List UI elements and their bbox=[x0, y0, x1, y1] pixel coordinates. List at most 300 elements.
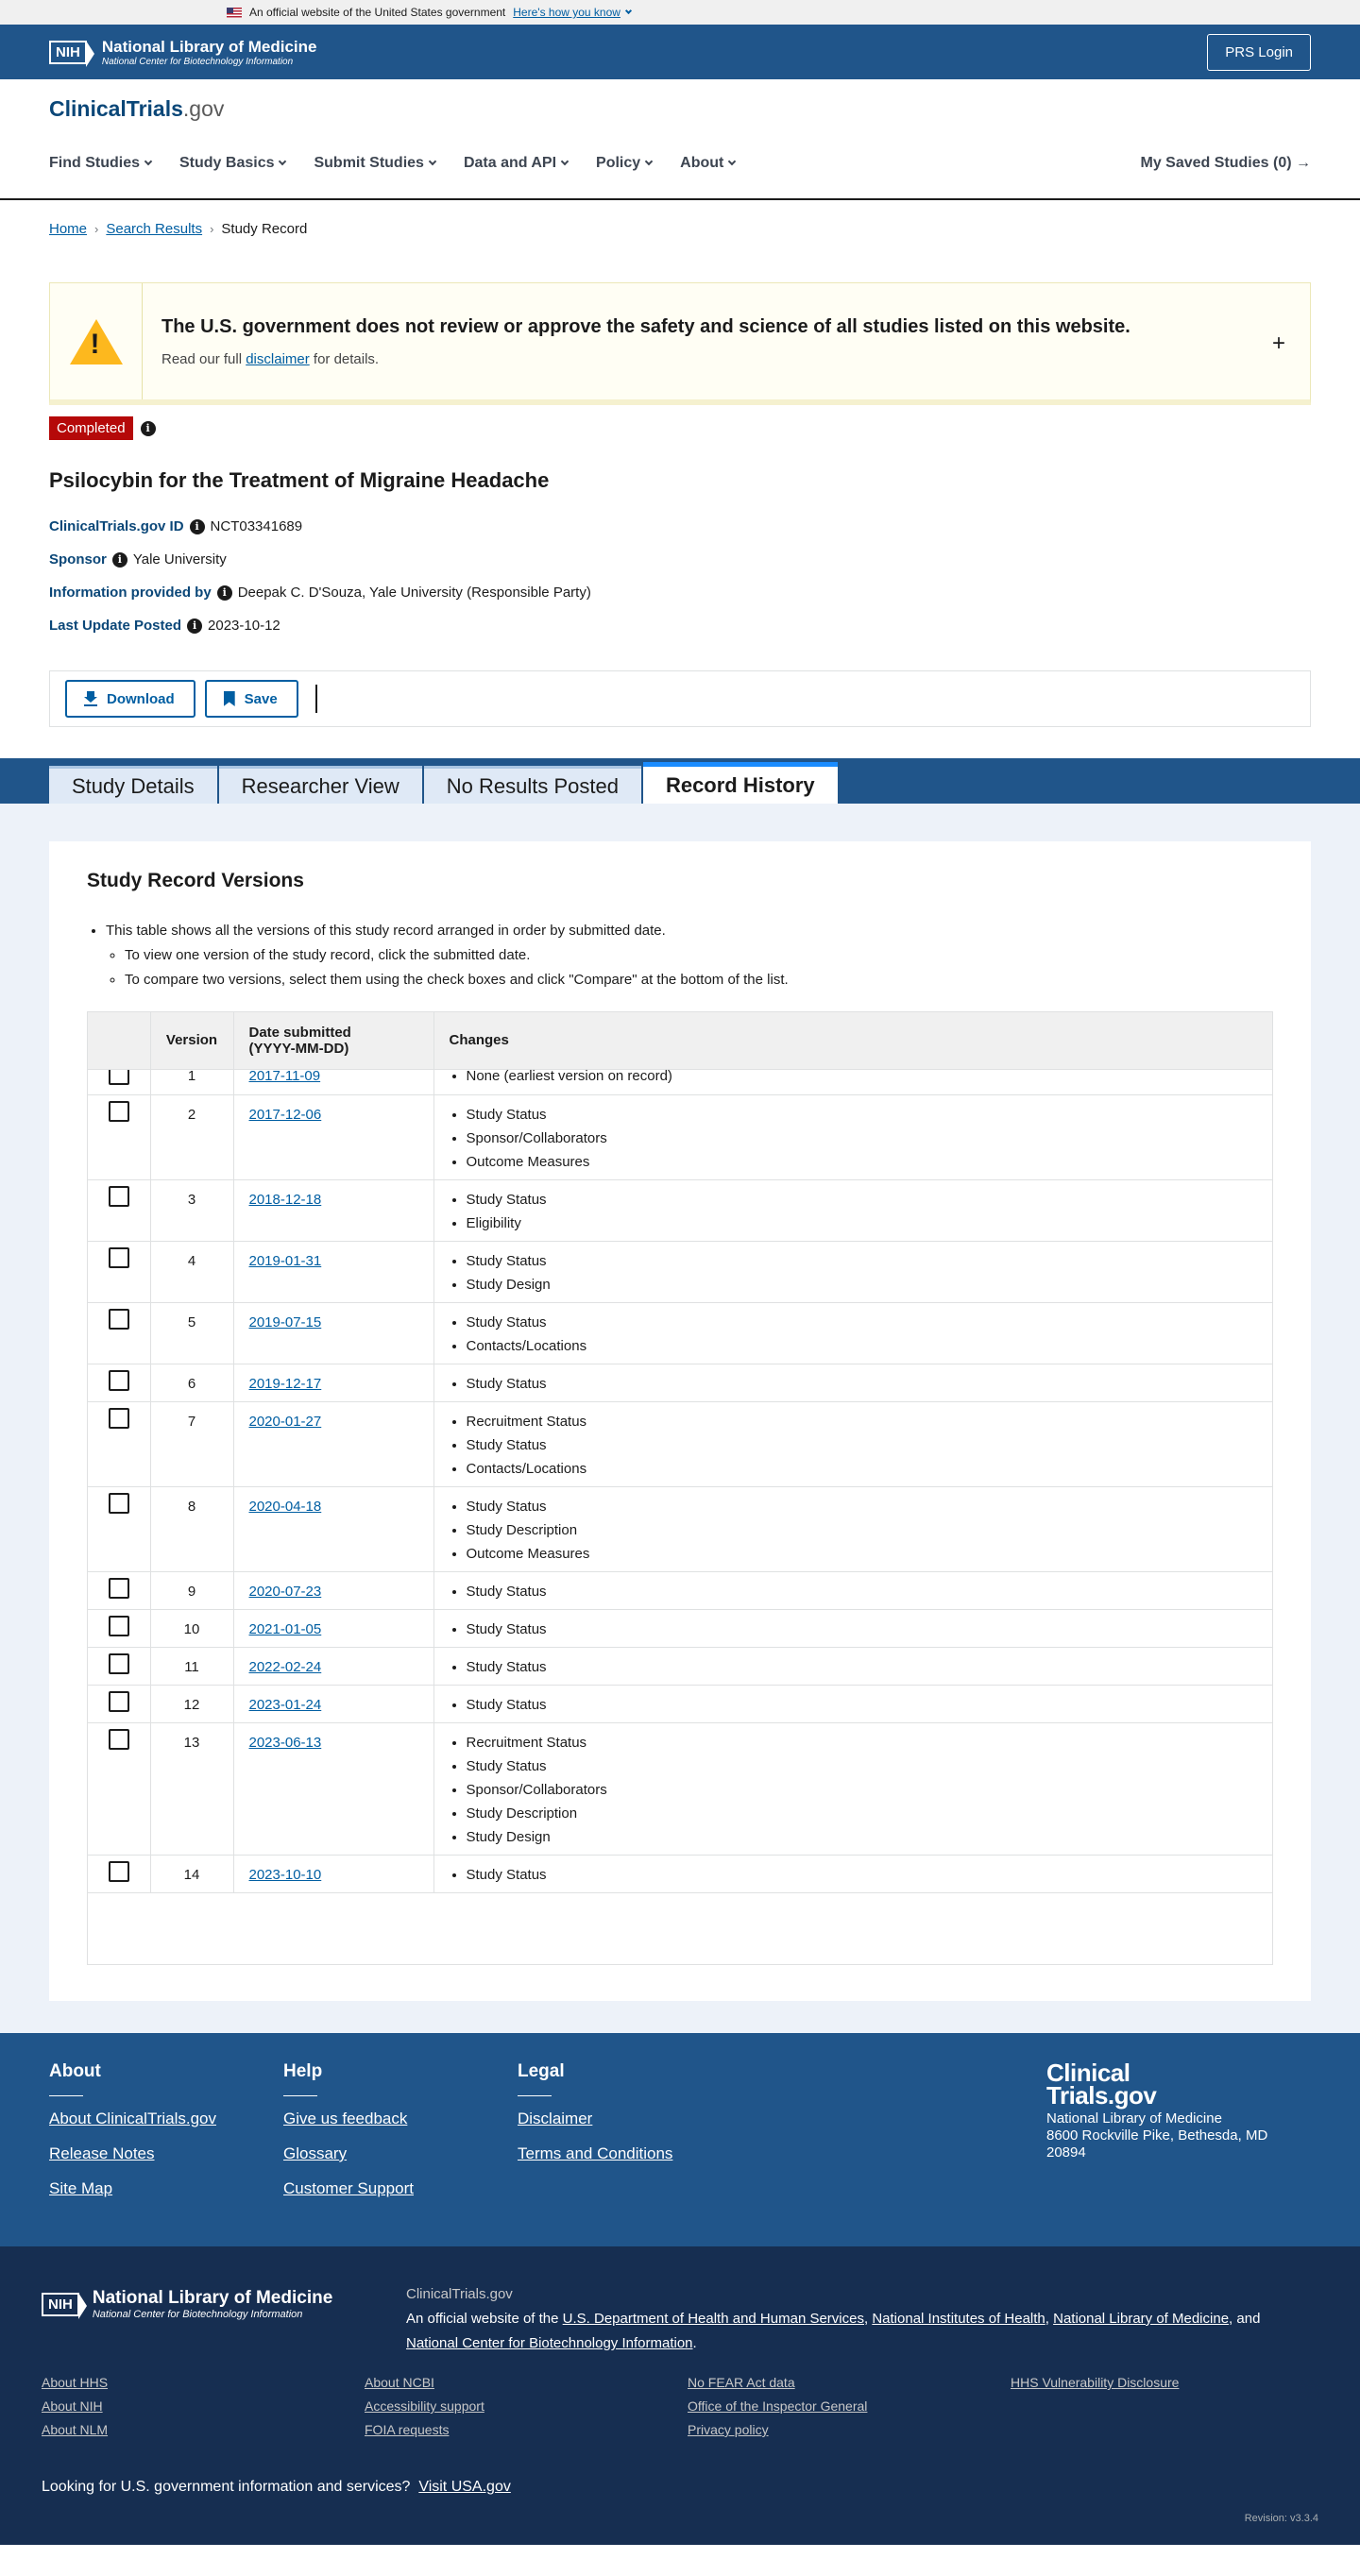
nih-header bbox=[0, 25, 1360, 79]
version-date-link[interactable]: 2019-07-15 bbox=[248, 1313, 322, 1330]
footer-site-name: ClinicalTrials.gov bbox=[406, 2286, 513, 2302]
nav-study-basics[interactable] bbox=[179, 155, 285, 172]
table-row bbox=[88, 1855, 1272, 1892]
changes-list bbox=[467, 1495, 1258, 1566]
ncbi-subtitle: National Center for Biotechnology Information bbox=[101, 56, 294, 67]
table-row bbox=[88, 1401, 1272, 1486]
disclaimer-alert bbox=[49, 282, 1311, 405]
meta-last-update bbox=[49, 609, 1311, 642]
version-checkbox[interactable] bbox=[109, 1861, 129, 1882]
change-item: • Study Status bbox=[467, 1618, 1258, 1641]
version-number: 3 bbox=[187, 1191, 196, 1208]
change-item: • Study Status bbox=[467, 1655, 1258, 1679]
info-icon[interactable]: i bbox=[217, 585, 232, 601]
version-number: 8 bbox=[187, 1498, 196, 1515]
nih-badge: NIH bbox=[42, 2293, 79, 2316]
version-cell bbox=[150, 1401, 233, 1486]
version-number: 10 bbox=[183, 1620, 200, 1637]
table-row bbox=[88, 1722, 1272, 1855]
tab-record-history[interactable]: Record History bbox=[643, 762, 838, 804]
version-number: 2 bbox=[187, 1106, 196, 1123]
nav-about[interactable] bbox=[680, 155, 735, 172]
footer-link[interactable]: About NLM bbox=[42, 2422, 109, 2437]
version-checkbox[interactable] bbox=[109, 1069, 129, 1085]
meta-label: ClinicalTrials.gov ID bbox=[49, 518, 184, 534]
footer-link[interactable]: HHS Vulnerability Disclosure bbox=[1011, 2375, 1180, 2390]
arrow-right-icon: → bbox=[1296, 155, 1311, 171]
changes-cell bbox=[434, 1069, 1272, 1094]
changes-cell bbox=[434, 1179, 1272, 1241]
select-cell bbox=[88, 1722, 150, 1855]
select-cell bbox=[88, 1302, 150, 1364]
table-row bbox=[88, 1685, 1272, 1722]
tab-researcher-view[interactable]: Researcher View bbox=[219, 766, 422, 804]
table-header-row bbox=[88, 1012, 1272, 1069]
change-item: • None (earliest version on record) bbox=[467, 1069, 1258, 1088]
col-date bbox=[233, 1012, 434, 1069]
nav-policy[interactable] bbox=[596, 155, 652, 172]
version-number: 6 bbox=[187, 1375, 196, 1392]
version-date-link[interactable]: 2020-04-18 bbox=[248, 1498, 322, 1515]
change-item: • Contacts/Locations bbox=[467, 1457, 1258, 1481]
footer-help-col bbox=[283, 2061, 414, 2214]
table-row bbox=[88, 1486, 1272, 1571]
divider bbox=[49, 2095, 83, 2096]
logo-suffix: .gov bbox=[182, 96, 225, 121]
tab-study-details[interactable]: Study Details bbox=[49, 766, 217, 804]
version-number: 14 bbox=[183, 1866, 200, 1883]
nlm-logo[interactable] bbox=[49, 38, 317, 67]
heres-how-you-know-link[interactable]: Here's how you know bbox=[513, 6, 620, 19]
chevron-down-icon bbox=[645, 158, 653, 165]
footer-help-title: Help bbox=[283, 2061, 323, 2081]
address-line: 20894 bbox=[1046, 2144, 1086, 2161]
breadcrumb-search-results[interactable]: Search Results bbox=[106, 221, 203, 237]
footer-link[interactable]: Glossary bbox=[283, 2144, 348, 2162]
version-checkbox[interactable] bbox=[109, 1616, 129, 1636]
chevron-down-icon bbox=[625, 7, 632, 13]
footer-bottom-links bbox=[42, 2375, 1334, 2437]
nav-label: Study Basics bbox=[179, 155, 275, 171]
table-row bbox=[88, 1609, 1272, 1647]
footer-link[interactable]: Terms and Conditions bbox=[518, 2144, 673, 2162]
version-checkbox[interactable] bbox=[109, 1729, 129, 1750]
col-date-line2: (YYYY-MM-DD) bbox=[248, 1040, 349, 1057]
save-label: Save bbox=[244, 690, 278, 707]
nlm-title: National Library of Medicine bbox=[92, 2288, 333, 2308]
select-cell bbox=[88, 1094, 150, 1179]
changes-cell bbox=[434, 1855, 1272, 1892]
changes-list bbox=[467, 1249, 1258, 1296]
date-cell bbox=[233, 1401, 434, 1486]
nlm-link[interactable]: National Library of Medicine bbox=[1053, 2311, 1230, 2327]
divider bbox=[315, 685, 317, 713]
change-item: • Recruitment Status bbox=[467, 1410, 1258, 1433]
changes-list bbox=[467, 1693, 1258, 1717]
select-cell bbox=[88, 1486, 150, 1571]
footer bbox=[0, 2033, 1360, 2246]
changes-list bbox=[467, 1731, 1258, 1849]
version-date-link[interactable]: 2019-12-17 bbox=[248, 1375, 322, 1392]
version-date-link[interactable]: 2023-01-24 bbox=[248, 1696, 322, 1713]
version-cell bbox=[150, 1486, 233, 1571]
version-cell bbox=[150, 1647, 233, 1685]
version-date-link[interactable]: 2020-07-23 bbox=[248, 1583, 322, 1600]
footer-link[interactable]: Give us feedback bbox=[283, 2110, 408, 2127]
download-button[interactable] bbox=[65, 680, 196, 718]
date-cell bbox=[233, 1241, 434, 1302]
change-item: • Sponsor/Collaborators bbox=[467, 1127, 1258, 1150]
date-cell bbox=[233, 1069, 434, 1094]
version-cell bbox=[150, 1179, 233, 1241]
changes-cell bbox=[434, 1364, 1272, 1401]
version-checkbox[interactable] bbox=[109, 1186, 129, 1207]
table-row bbox=[88, 1069, 1272, 1094]
changes-list bbox=[467, 1103, 1258, 1174]
usa-prefix: Looking for U.S. government information and services? bbox=[42, 2479, 411, 2495]
changes-list bbox=[467, 1580, 1258, 1603]
version-date-link[interactable]: 2023-06-13 bbox=[248, 1734, 322, 1751]
versions-intro bbox=[106, 919, 1273, 992]
prs-login-button[interactable]: PRS Login bbox=[1207, 34, 1311, 71]
versions-body bbox=[88, 1069, 1272, 1964]
changes-cell bbox=[434, 1609, 1272, 1647]
study-title: Psilocybin for the Treatment of Migraine Headache bbox=[49, 468, 550, 492]
select-cell bbox=[88, 1855, 150, 1892]
chevron-down-icon bbox=[561, 158, 569, 165]
change-item: • Study Status bbox=[467, 1103, 1258, 1127]
hhs-link[interactable]: U.S. Department of Health and Human Services bbox=[562, 2311, 864, 2327]
select-cell bbox=[88, 1609, 150, 1647]
save-button[interactable] bbox=[205, 680, 298, 718]
table-row bbox=[88, 1241, 1272, 1302]
change-item: • Study Description bbox=[467, 1518, 1258, 1542]
footer-link[interactable]: About NCBI bbox=[365, 2375, 434, 2390]
divider bbox=[283, 2095, 317, 2096]
version-checkbox[interactable] bbox=[109, 1370, 129, 1391]
table-row bbox=[88, 1571, 1272, 1609]
record-history-section bbox=[0, 804, 1360, 2033]
changes-cell bbox=[434, 1302, 1272, 1364]
change-item: • Study Design bbox=[467, 1825, 1258, 1849]
gov-banner bbox=[0, 0, 1360, 25]
change-item: • Outcome Measures bbox=[467, 1542, 1258, 1566]
version-cell bbox=[150, 1571, 233, 1609]
date-cell bbox=[233, 1722, 434, 1855]
version-date-link[interactable]: 2019-01-31 bbox=[248, 1252, 322, 1269]
footer-brand bbox=[1046, 2061, 1267, 2161]
info-icon[interactable]: i bbox=[187, 619, 202, 634]
usa-gov-line bbox=[42, 2479, 511, 2496]
version-cell bbox=[150, 1609, 233, 1647]
info-icon[interactable]: i bbox=[112, 552, 128, 568]
warning-icon bbox=[70, 319, 123, 364]
disclaimer-suffix: for details. bbox=[309, 350, 380, 367]
nav-submit-studies[interactable] bbox=[314, 155, 434, 172]
footer-legal-col bbox=[518, 2061, 672, 2179]
version-number: 9 bbox=[187, 1583, 196, 1600]
versions-heading: Study Record Versions bbox=[87, 870, 304, 891]
version-cell bbox=[150, 1722, 233, 1855]
version-checkbox[interactable] bbox=[109, 1691, 129, 1712]
version-number: 4 bbox=[187, 1252, 196, 1269]
version-checkbox[interactable] bbox=[109, 1653, 129, 1674]
changes-list bbox=[467, 1069, 1258, 1088]
version-checkbox[interactable] bbox=[109, 1493, 129, 1514]
versions-panel bbox=[49, 841, 1311, 2001]
change-item: • Study Status bbox=[467, 1188, 1258, 1212]
intro-text: This table shows all the versions of this study record arranged in order by submitted date. bbox=[106, 923, 666, 939]
select-cell bbox=[88, 1685, 150, 1722]
meta-info-provided-by bbox=[49, 576, 1311, 609]
changes-list bbox=[467, 1655, 1258, 1679]
version-number: 1 bbox=[187, 1069, 196, 1084]
footer-link[interactable]: Release Notes bbox=[49, 2144, 155, 2162]
changes-list bbox=[467, 1311, 1258, 1358]
version-cell bbox=[150, 1685, 233, 1722]
main-nav bbox=[49, 155, 1311, 172]
status-row bbox=[0, 405, 1360, 440]
footer-link[interactable]: Customer Support bbox=[283, 2179, 414, 2197]
changes-list bbox=[467, 1863, 1258, 1887]
versions-table bbox=[87, 1011, 1273, 1965]
table-row bbox=[88, 1094, 1272, 1179]
version-number: 12 bbox=[183, 1696, 200, 1713]
spacer-cell bbox=[88, 1892, 1272, 1964]
footer-about-col bbox=[49, 2061, 216, 2214]
changes-cell bbox=[434, 1722, 1272, 1855]
version-cell bbox=[150, 1302, 233, 1364]
change-item: • Recruitment Status bbox=[467, 1731, 1258, 1754]
ncbi-subtitle: National Center for Biotechnology Information bbox=[92, 2309, 303, 2320]
breadcrumb-home[interactable]: Home bbox=[49, 221, 88, 237]
meta-label: Last Update Posted bbox=[49, 618, 182, 634]
nlm-title: National Library of Medicine bbox=[101, 37, 317, 56]
footer-legal-title: Legal bbox=[518, 2061, 565, 2081]
version-number: 5 bbox=[187, 1313, 196, 1330]
date-cell bbox=[233, 1302, 434, 1364]
warning-cell bbox=[50, 283, 143, 399]
logo-main: ClinicalTrials bbox=[49, 96, 183, 121]
change-item: • Sponsor/Collaborators bbox=[467, 1778, 1258, 1802]
version-checkbox[interactable] bbox=[109, 1101, 129, 1122]
change-item: • Study Status bbox=[467, 1249, 1258, 1273]
nih-link[interactable]: National Institutes of Health bbox=[872, 2311, 1046, 2327]
nav-find-studies[interactable] bbox=[49, 155, 151, 172]
change-item: • Contacts/Locations bbox=[467, 1334, 1258, 1358]
version-checkbox[interactable] bbox=[109, 1309, 129, 1330]
disclaimer-prefix: Read our full bbox=[162, 350, 246, 367]
table-spacer-row bbox=[88, 1892, 1272, 1964]
address-line: 8600 Rockville Pike, Bethesda, MD bbox=[1046, 2127, 1268, 2144]
chevron-right-icon: › bbox=[210, 222, 214, 236]
chevron-down-icon bbox=[144, 158, 152, 165]
tab-no-results-posted[interactable]: No Results Posted bbox=[424, 766, 641, 804]
download-label: Download bbox=[107, 690, 175, 707]
and-text: and bbox=[1236, 2311, 1261, 2327]
change-item: • Study Status bbox=[467, 1580, 1258, 1603]
changes-cell bbox=[434, 1401, 1272, 1486]
select-cell bbox=[88, 1069, 150, 1094]
version-checkbox[interactable] bbox=[109, 1408, 129, 1429]
official-website-text: ClinicalTrials.gov An official website of the U.S. Department of Health and Human Services, National Institutes of Health, National Library of Medicine, and National Center for Biotechnology Information. bbox=[406, 2282, 1284, 2356]
meta-value: NCT03341689 bbox=[210, 518, 303, 534]
date-cell bbox=[233, 1609, 434, 1647]
version-date-link[interactable]: 2017-11-09 bbox=[248, 1069, 321, 1084]
footer-link[interactable]: Accessibility support bbox=[365, 2398, 484, 2414]
revision-text: Revision: v3.3.4 bbox=[1244, 2513, 1318, 2524]
changes-cell bbox=[434, 1486, 1272, 1571]
breadcrumb-current: Study Record bbox=[221, 221, 308, 237]
table-row bbox=[88, 1647, 1272, 1685]
nav-label: About bbox=[680, 155, 724, 171]
select-cell bbox=[88, 1241, 150, 1302]
version-date-link[interactable]: 2020-01-27 bbox=[248, 1413, 322, 1430]
changes-cell bbox=[434, 1571, 1272, 1609]
table-row bbox=[88, 1302, 1272, 1364]
changes-cell bbox=[434, 1241, 1272, 1302]
meta-label: Sponsor bbox=[49, 551, 107, 568]
site-header bbox=[0, 79, 1360, 200]
date-cell bbox=[233, 1486, 434, 1571]
address-line: National Library of Medicine bbox=[1046, 2110, 1222, 2127]
change-item: • Outcome Measures bbox=[467, 1150, 1258, 1174]
date-cell bbox=[233, 1094, 434, 1179]
footer-link[interactable]: Office of the Inspector General bbox=[688, 2398, 868, 2414]
version-cell bbox=[150, 1855, 233, 1892]
intro-item bbox=[106, 919, 1273, 992]
col-changes: Changes bbox=[434, 1012, 1272, 1069]
version-cell bbox=[150, 1094, 233, 1179]
brand-line2: Trials.gov bbox=[1046, 2081, 1157, 2110]
version-number: 11 bbox=[184, 1658, 199, 1675]
version-date-link[interactable]: 2017-12-06 bbox=[248, 1106, 322, 1123]
ncbi-link[interactable]: National Center for Biotechnology Information bbox=[406, 2335, 693, 2351]
version-number: 7 bbox=[187, 1413, 196, 1430]
disclaimer-text bbox=[162, 351, 1130, 367]
my-saved-studies-link[interactable] bbox=[1141, 155, 1312, 172]
brand-line1: Clinical bbox=[1046, 2059, 1130, 2087]
select-cell bbox=[88, 1571, 150, 1609]
footer-ct-logo[interactable] bbox=[1046, 2059, 1267, 2110]
nav-label: Find Studies bbox=[49, 155, 140, 171]
chevron-down-icon bbox=[728, 158, 736, 165]
footer-bottom bbox=[0, 2246, 1360, 2545]
change-item: • Study Description bbox=[467, 1802, 1258, 1825]
version-date-link[interactable]: 2018-12-18 bbox=[248, 1191, 322, 1208]
table-row bbox=[88, 1179, 1272, 1241]
date-cell bbox=[233, 1647, 434, 1685]
footer-about-title: About bbox=[49, 2061, 101, 2081]
footer-link[interactable]: About HHS bbox=[42, 2375, 109, 2390]
changes-list bbox=[467, 1188, 1258, 1235]
date-cell bbox=[233, 1179, 434, 1241]
changes-cell bbox=[434, 1647, 1272, 1685]
version-date-link[interactable]: 2022-02-24 bbox=[248, 1658, 322, 1675]
change-item: • Study Status bbox=[467, 1372, 1258, 1396]
change-item: • Study Status bbox=[467, 1495, 1258, 1518]
breadcrumb bbox=[0, 200, 1360, 237]
meta-value: Yale University bbox=[132, 551, 227, 568]
official-prefix: An official website of the bbox=[406, 2311, 563, 2327]
nav-data-and-api[interactable] bbox=[464, 155, 568, 172]
changes-list bbox=[467, 1410, 1258, 1481]
changes-list bbox=[467, 1618, 1258, 1641]
change-item: • Study Status bbox=[467, 1693, 1258, 1717]
footer-link[interactable]: Site Map bbox=[49, 2179, 113, 2197]
study-meta bbox=[0, 493, 1360, 642]
meta-nct-id bbox=[49, 510, 1311, 543]
footer-empty bbox=[1011, 2398, 1334, 2414]
change-item: • Study Status bbox=[467, 1311, 1258, 1334]
footer-link[interactable]: Privacy policy bbox=[688, 2422, 769, 2437]
select-cell bbox=[88, 1401, 150, 1486]
bookmark-icon bbox=[224, 691, 235, 706]
change-item: • Study Design bbox=[467, 1273, 1258, 1296]
expand-plus-icon[interactable]: + bbox=[1271, 330, 1285, 356]
select-cell bbox=[88, 1179, 150, 1241]
change-item: • Eligibility bbox=[467, 1212, 1258, 1235]
changes-cell bbox=[434, 1685, 1272, 1722]
footer-link[interactable]: About ClinicalTrials.gov bbox=[49, 2110, 216, 2127]
footer-address bbox=[1046, 2110, 1267, 2161]
nih-badge: NIH bbox=[49, 41, 87, 64]
intro-sub-item: ◦ To compare two versions, select them using the check boxes and click "Compare" at the bottom of the list. bbox=[125, 968, 1273, 992]
meta-value: 2023-10-12 bbox=[208, 618, 280, 634]
change-item: • Study Status bbox=[467, 1863, 1258, 1887]
intro-sub-item: ◦ To view one version of the study record, click the submitted date. bbox=[125, 943, 1273, 968]
footer-link[interactable]: About NIH bbox=[42, 2398, 103, 2414]
divider bbox=[518, 2095, 552, 2096]
info-icon[interactable]: i bbox=[190, 519, 205, 534]
visit-usa-gov-link[interactable]: Visit USA.gov bbox=[418, 2479, 511, 2495]
saved-label: My Saved Studies (0) bbox=[1140, 155, 1292, 171]
study-actions bbox=[49, 670, 1311, 727]
version-date-link[interactable]: 2021-01-05 bbox=[248, 1620, 322, 1637]
info-icon[interactable]: i bbox=[141, 421, 156, 436]
us-flag-icon bbox=[227, 8, 242, 18]
gov-banner-text: An official website of the United States government bbox=[249, 6, 506, 19]
chevron-right-icon: › bbox=[94, 222, 99, 236]
version-checkbox[interactable] bbox=[109, 1578, 129, 1599]
col-select bbox=[88, 1012, 150, 1069]
footer-link[interactable]: FOIA requests bbox=[365, 2422, 450, 2437]
clinicaltrials-logo[interactable] bbox=[49, 96, 224, 122]
version-cell bbox=[150, 1364, 233, 1401]
disclaimer-link[interactable]: disclaimer bbox=[246, 350, 310, 367]
chevron-down-icon bbox=[279, 158, 286, 165]
nav-label: Submit Studies bbox=[314, 155, 424, 171]
date-cell bbox=[233, 1571, 434, 1609]
download-icon bbox=[84, 691, 97, 706]
select-cell bbox=[88, 1364, 150, 1401]
version-cell bbox=[150, 1241, 233, 1302]
version-cell bbox=[150, 1069, 233, 1094]
version-date-link[interactable]: 2023-10-10 bbox=[248, 1866, 322, 1883]
footer-link[interactable]: No FEAR Act data bbox=[688, 2375, 795, 2390]
meta-sponsor bbox=[49, 543, 1311, 576]
date-cell bbox=[233, 1685, 434, 1722]
col-version: Version bbox=[150, 1012, 233, 1069]
footer-nlm-logo[interactable] bbox=[42, 2288, 332, 2320]
meta-label: Information provided by bbox=[49, 585, 212, 601]
disclaimer-title: The U.S. government does not review or approve the safety and science of all studies listed on this website. bbox=[162, 315, 1130, 337]
date-cell bbox=[233, 1364, 434, 1401]
footer-link[interactable]: Disclaimer bbox=[518, 2110, 593, 2127]
version-checkbox[interactable] bbox=[109, 1247, 129, 1268]
changes-cell bbox=[434, 1094, 1272, 1179]
nav-label: Policy bbox=[596, 155, 641, 171]
